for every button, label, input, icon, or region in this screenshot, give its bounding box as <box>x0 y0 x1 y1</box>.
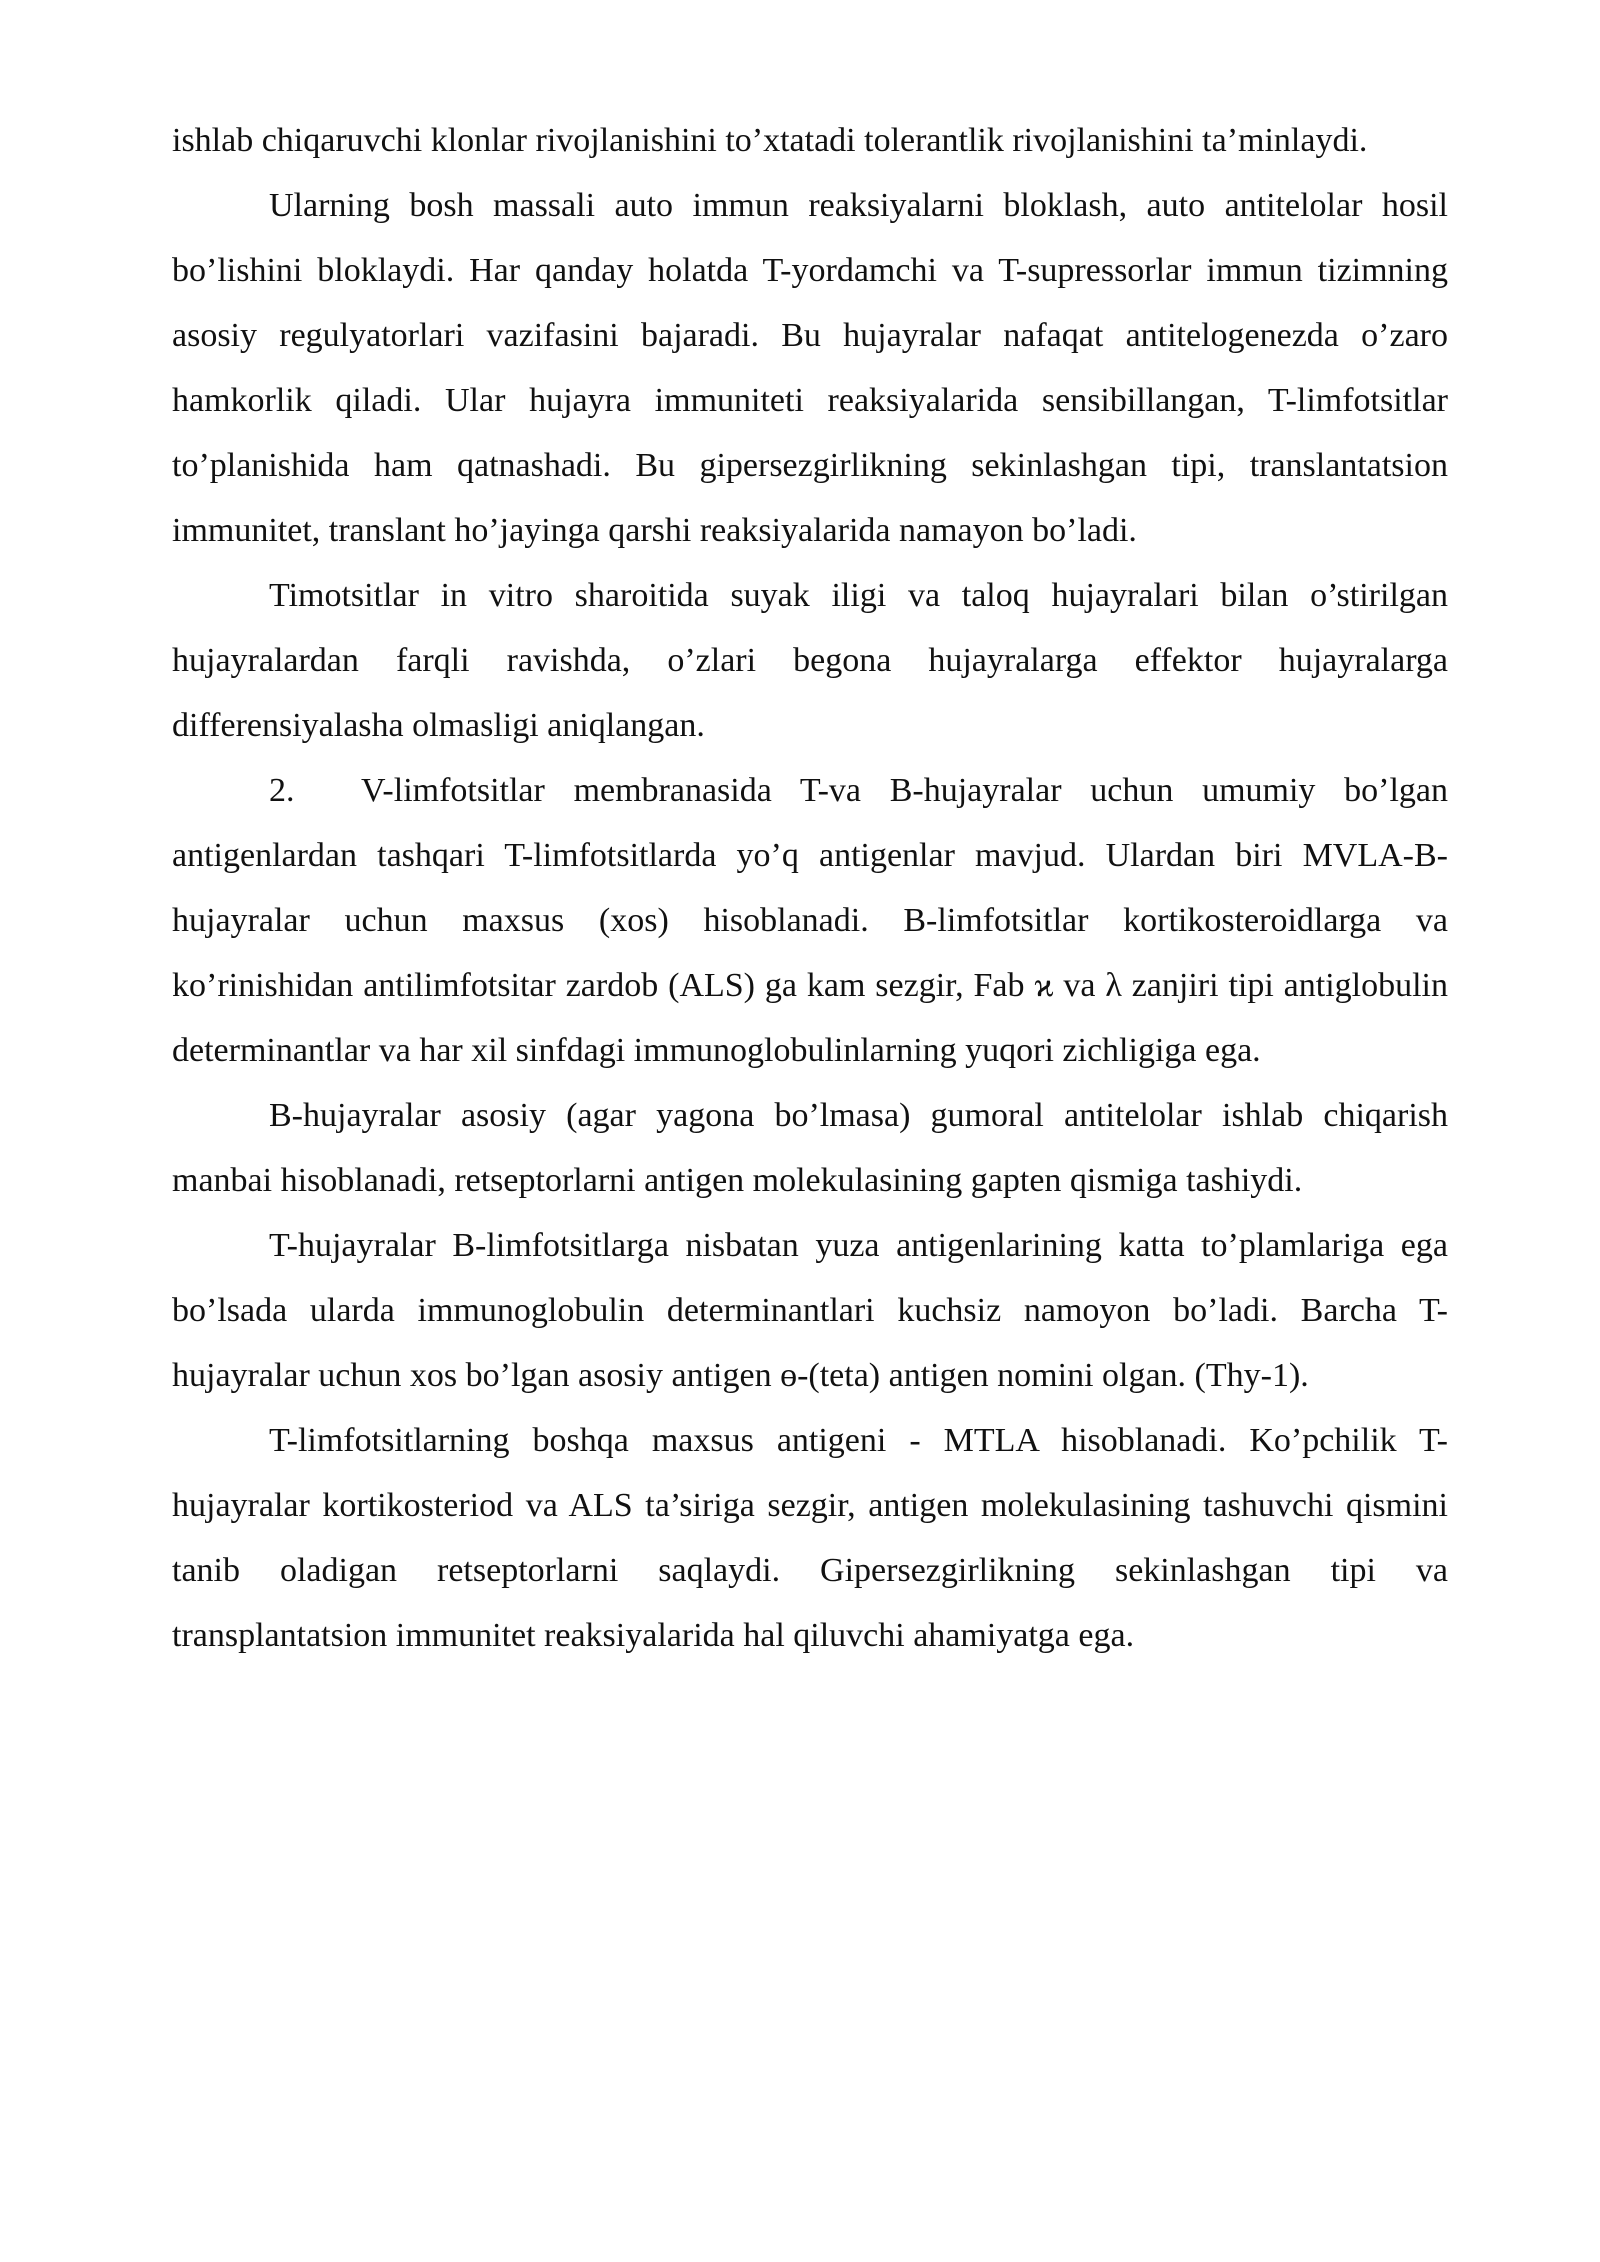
paragraph-v-lymphocytes: V-limfotsitlar membranasida T-va B-hujayralar uchun umumiy bo’lgan antigenlardan tashqari T-limfotsitlarda yo’q antigenlar mavjud. Ulardan biri MVLA-B-hujayralar uchun maxsus (xos) hisoblanadi. B-limfotsitlar kortikosteroidlarga va ko’rinishidan antilimfotsitar zardob (ALS) ga kam sezgir, Fab ϰ va λ zanjiri tipi antiglobulin determinantlar va har xil sinfdagi immunoglobulinlarning yuqori zichligiga ega. <box>172 772 1448 1069</box>
paragraph-autoimmune-blocking: Ularning bosh massali auto immun reaksiyalarni bloklash, auto antitelolar hosil bo’lishini bloklaydi. Har qanday holatda T-yordamchi va T-supressorlar immun tizimning asosiy regulyatorlari vazifasini bajaradi. Bu hujayralar nafaqat antitelogenezda o’zaro hamkorlik qiladi. Ular hujayra immuniteti reaksiyalarida sensibillangan, T-limfotsitlar to’planishida ham qatnashadi. Bu gipersezgirlikning sekinlashgan tipi, translantatsion immunitet, translant ho’jayinga qarshi reaksiyalarida namayon bo’ladi. <box>172 187 1448 549</box>
paragraph-thymocytes: Timotsitlar in vitro sharoitida suyak iligi va taloq hujayralari bilan o’stirilgan hujayralardan farqli ravishda, o’zlari begona hujayralarga effektor hujayralarga differensiyalasha olmasligi aniqlangan. <box>172 577 1448 744</box>
paragraph-numbered-2 <box>172 758 1448 1083</box>
paragraph-t-lymphocyte-antigen: T-limfotsitlarning boshqa maxsus antigeni - MTLA hisoblanadi. Ko’pchilik T-hujayralar kortikosteriod va ALS ta’siriga sezgir, antigen molekulasining tashuvchi qismini tanib oladigan retseptorlarni saqlaydi. Gipersezgirlikning sekinlashgan tipi va transplantatsion immunitet reaksiyalarida hal qiluvchi ahamiyatga ega. <box>172 1422 1448 1654</box>
paragraph-b-cells: B-hujayralar asosiy (agar yagona bo’lmasa) gumoral antitelolar ishlab chiqarish manbai hisoblanadi, retseptorlarni antigen molekulasining gapten qismiga tashiydi. <box>172 1097 1448 1199</box>
list-number: 2. <box>269 772 295 809</box>
paragraph-continuation: ishlab chiqaruvchi klonlar rivojlanishini to’xtatadi tolerantlik rivojlanishini ta’minlaydi. <box>172 122 1368 159</box>
paragraph-t-cells: T-hujayralar B-limfotsitlarga nisbatan yuza antigenlarining katta to’plamlariga ega bo’lsada ularda immunoglobulin determinantlari kuchsiz namoyon bo’ladi. Barcha T-hujayralar uchun xos bo’lgan asosiy antigen ɵ-(teta) antigen nomini olgan. (Thy-1). <box>172 1227 1448 1394</box>
document-page <box>172 108 1448 1668</box>
